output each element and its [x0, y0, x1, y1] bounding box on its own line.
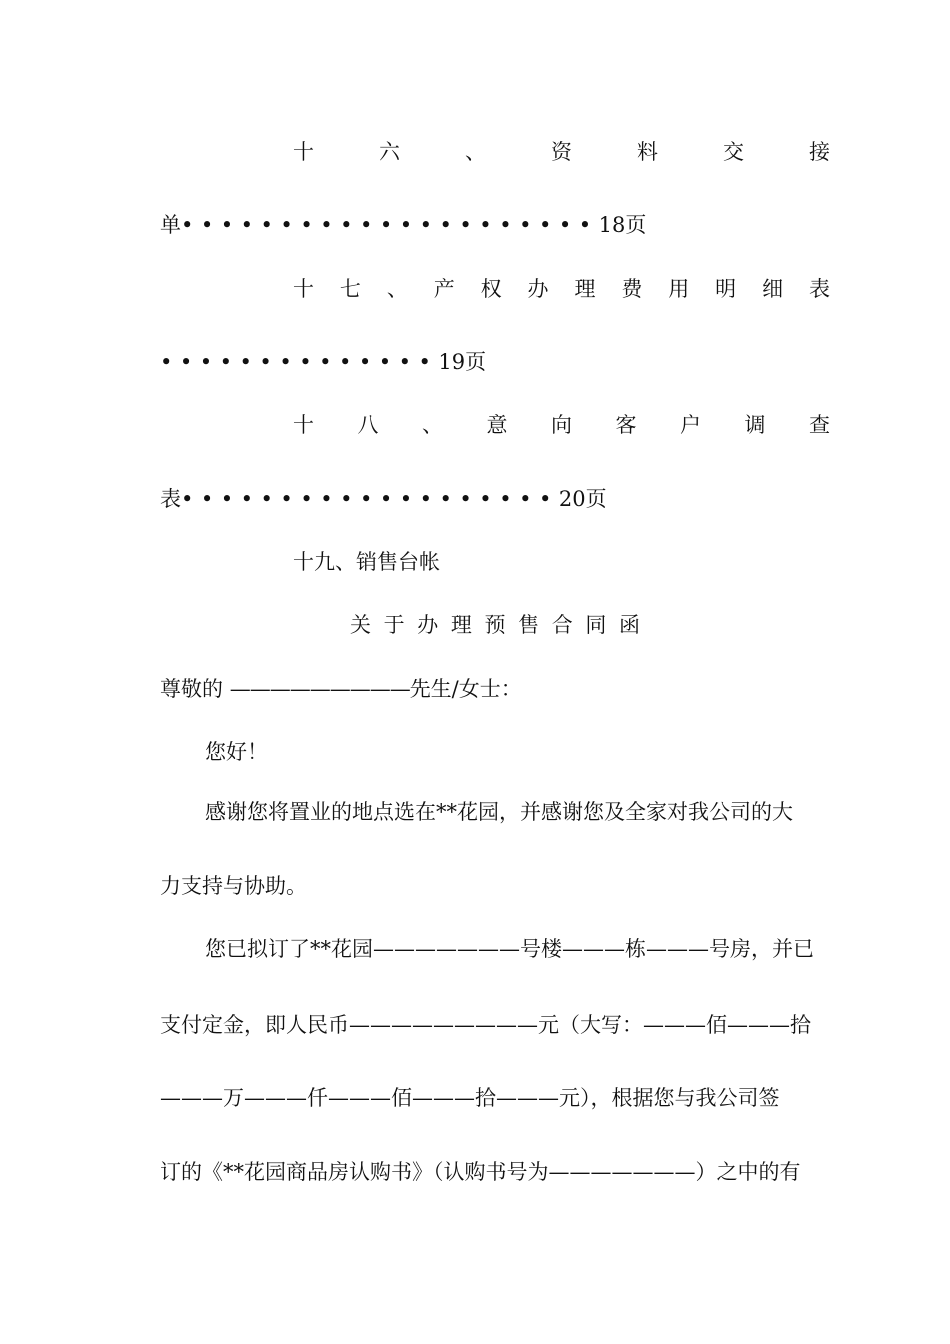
- letter-title: [350, 610, 640, 640]
- toc-char: 十: [293, 277, 314, 301]
- toc-char: 料: [637, 140, 658, 164]
- toc-char: 费: [621, 277, 643, 301]
- paragraph-2-line-1: 您已拟订了**花园———————号楼———栋———号房，并已: [205, 937, 814, 961]
- toc-entry-17-leader-line: [160, 347, 830, 377]
- toc-entry-19: 十九、销售台帐: [293, 550, 440, 574]
- paragraph-2-line-3: ———万———仟———佰———拾———元），根据您与我公司签: [160, 1086, 780, 1110]
- salutation-prefix: 尊敬的: [160, 677, 230, 701]
- title-char: 同: [585, 613, 607, 637]
- toc-leader: ••••••••••••••: [160, 350, 439, 374]
- toc-char: 十: [293, 413, 314, 437]
- toc-char: 查: [809, 413, 830, 437]
- toc-page-number: 18页: [598, 213, 647, 237]
- paragraph-1-line-1: 感谢您将置业的地点选在**花园，并感谢您及全家对我公司的大: [205, 800, 793, 824]
- salutation-blank: —————————: [229, 677, 410, 701]
- toc-char: 、: [386, 277, 408, 301]
- title-char: 理: [450, 613, 472, 637]
- toc-char: 六: [379, 140, 400, 164]
- toc-page-number: 20页: [558, 487, 607, 511]
- toc-page-number: 19页: [438, 350, 487, 374]
- title-char: 预: [484, 613, 506, 637]
- paragraph-1-line-2: 力支持与协助。: [160, 874, 307, 898]
- toc-char: 理: [574, 277, 596, 301]
- salutation-suffix: 先生/女士：: [409, 677, 522, 701]
- toc-tail: 表: [160, 487, 181, 511]
- toc-entry-16-leader-line: [160, 210, 830, 240]
- toc-char: 用: [668, 277, 690, 301]
- greeting: 您好！: [205, 740, 268, 764]
- paragraph-2-line-4: 订的《**花园商品房认购书》（认购书号为———————）之中的有: [160, 1160, 801, 1184]
- toc-char: 权: [480, 277, 502, 301]
- toc-entry-18-leader-line: [160, 484, 830, 514]
- toc-char: 表: [808, 277, 830, 301]
- toc-char: 、: [465, 140, 486, 164]
- toc-char: 意: [486, 413, 508, 437]
- toc-char: 接: [809, 140, 830, 164]
- toc-char: 细: [762, 277, 784, 301]
- title-char: 售: [518, 613, 540, 637]
- toc-entry-16-heading: [293, 137, 830, 167]
- title-char: 于: [383, 613, 405, 637]
- title-char: 关: [350, 613, 371, 637]
- toc-char: 交: [723, 140, 744, 164]
- toc-char: 七: [339, 277, 361, 301]
- toc-char: 户: [680, 413, 701, 437]
- toc-leader: •••••••••••••••••••••: [181, 213, 599, 237]
- toc-char: 十: [293, 140, 314, 164]
- title-char: 办: [417, 613, 439, 637]
- title-char: 合: [551, 613, 573, 637]
- title-char: 函: [619, 613, 640, 637]
- toc-char: 、: [422, 413, 443, 437]
- toc-char: 向: [551, 413, 572, 437]
- toc-char: 办: [527, 277, 549, 301]
- toc-leader: •••••••••••••••••••: [181, 487, 559, 511]
- toc-char: 八: [357, 413, 379, 437]
- salutation: [160, 674, 830, 704]
- toc-char: 客: [615, 413, 637, 437]
- toc-entry-18-heading: [293, 410, 830, 440]
- paragraph-2-line-2: 支付定金，即人民币—————————元（大写：———佰———拾: [160, 1013, 811, 1037]
- toc-char: 产: [433, 277, 455, 301]
- toc-char: 调: [744, 413, 766, 437]
- toc-tail: 单: [160, 213, 181, 237]
- toc-char: 明: [715, 277, 737, 301]
- toc-entry-17-heading: [293, 274, 830, 304]
- toc-char: 资: [551, 140, 572, 164]
